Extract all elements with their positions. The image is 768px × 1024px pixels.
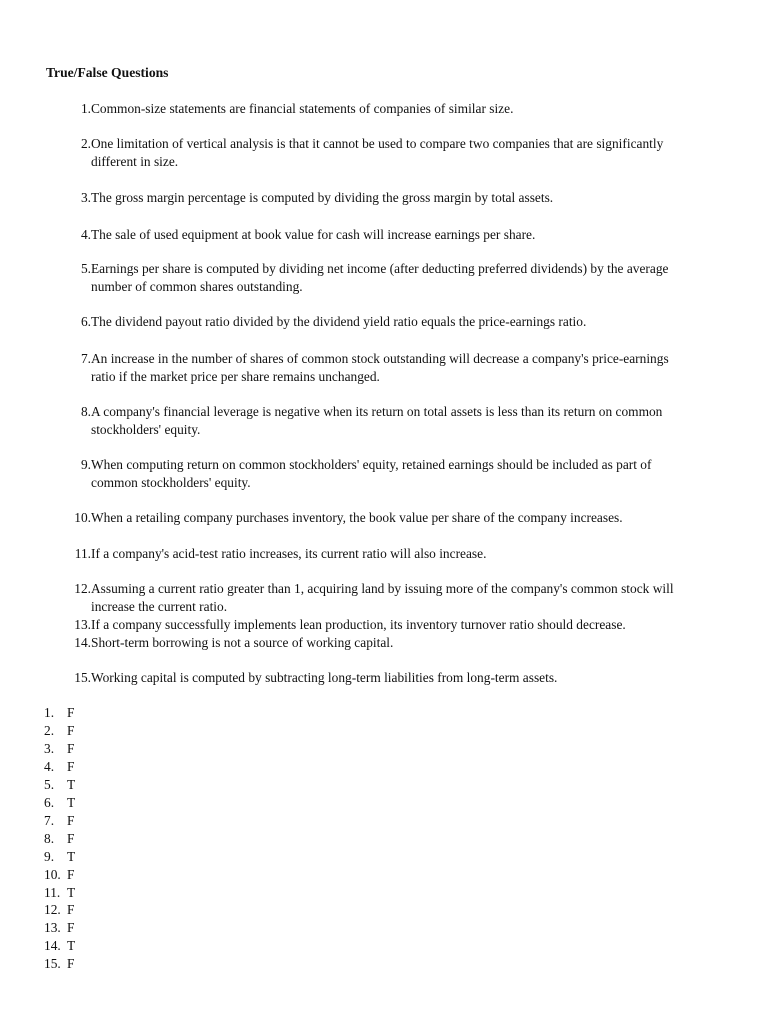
answer-value: F [67, 902, 75, 918]
answer-item [44, 794, 75, 812]
answer-number: 3. [44, 740, 55, 756]
question-text: The dividend payout ratio divided by the dividend yield ratio equals the price-earnings ratio. [91, 314, 587, 329]
question-number: 6. [80, 314, 91, 329]
answer-value: T [67, 776, 76, 792]
answer-value: F [67, 812, 75, 828]
answer-item [44, 704, 75, 722]
question-text: Assuming a current ratio greater than 1, acquiring land by issuing more of the company's common stock will increase the current ratio. [91, 581, 674, 614]
question-item [60, 226, 700, 244]
answer-item [44, 866, 75, 884]
answer-item [44, 812, 75, 830]
question-number: 11. [74, 546, 91, 561]
answer-value: F [67, 920, 75, 936]
question-text: When a retailing company purchases inventory, the book value per share of the company increases. [91, 510, 623, 525]
question-number: 4. [80, 227, 91, 242]
answer-value: T [67, 884, 76, 900]
answer-number: 7. [44, 812, 55, 828]
answer-number: 6. [44, 794, 55, 810]
answer-number: 5. [44, 776, 55, 792]
answer-number: 2. [44, 722, 55, 738]
question-item [60, 350, 700, 386]
answer-item [44, 937, 75, 955]
answer-number: 1. [44, 705, 55, 720]
answer-item [44, 830, 75, 848]
answer-value: F [67, 705, 75, 720]
question-item [60, 580, 700, 616]
answer-item [44, 740, 75, 758]
question-item [60, 403, 700, 439]
question-text: Short-term borrowing is not a source of working capital. [91, 635, 394, 650]
question-text: If a company's acid-test ratio increases, its current ratio will also increase. [91, 546, 487, 561]
question-item [60, 634, 700, 652]
question-number: 2. [80, 136, 91, 151]
answer-number: 12. [44, 902, 61, 918]
question-item [60, 135, 700, 171]
question-number: 1. [80, 101, 91, 116]
answer-number: 11. [44, 884, 61, 900]
answer-value: F [67, 830, 75, 846]
answer-number: 4. [44, 758, 55, 774]
answer-value: T [67, 848, 76, 864]
answer-value: F [67, 722, 75, 738]
answer-number: 13. [44, 920, 61, 936]
question-item [60, 313, 700, 331]
question-text: An increase in the number of shares of common stock outstanding will decrease a company's price-earnings ratio if the market price per share remains unchanged. [91, 351, 669, 384]
question-text: When computing return on common stockholders' equity, retained earnings should be included as part of common stockholders' equity. [91, 457, 652, 490]
answer-item [44, 884, 75, 902]
question-number: 10. [74, 510, 91, 525]
question-number: 14. [74, 635, 91, 650]
answer-key [44, 704, 75, 973]
question-number: 13. [74, 617, 91, 632]
answer-value: F [67, 866, 75, 882]
answer-value: F [67, 758, 75, 774]
answer-value: T [67, 938, 76, 954]
question-item [60, 260, 700, 296]
question-number: 9. [80, 457, 91, 472]
answer-item [44, 955, 75, 973]
answer-value: F [67, 740, 75, 756]
answer-number: 10. [44, 866, 61, 882]
question-text: Earnings per share is computed by dividing net income (after deducting preferred dividends) by the average number of common shares outstanding. [91, 261, 669, 294]
question-item [60, 100, 700, 118]
question-text: The gross margin percentage is computed by dividing the gross margin by total assets. [91, 190, 554, 205]
question-text: The sale of used equipment at book value for cash will increase earnings per share. [91, 227, 536, 242]
answer-item [44, 848, 75, 866]
question-item [60, 545, 700, 563]
question-number: 15. [74, 670, 91, 685]
answer-value: F [67, 956, 75, 972]
answer-item [44, 722, 75, 740]
question-number: 3. [80, 190, 91, 205]
question-item [60, 456, 700, 492]
answer-item [44, 901, 75, 919]
question-item [60, 669, 700, 687]
question-item [60, 189, 700, 207]
answer-number: 15. [44, 956, 61, 972]
answer-item [44, 919, 75, 937]
page-title: True/False Questions [46, 65, 169, 80]
question-text: Working capital is computed by subtracting long-term liabilities from long-term assets. [91, 670, 558, 685]
question-text: One limitation of vertical analysis is that it cannot be used to compare two companies that are significantly different in size. [91, 136, 664, 169]
question-number: 5. [80, 261, 91, 276]
answer-number: 9. [44, 848, 55, 864]
answer-item [44, 776, 75, 794]
answer-number: 8. [44, 830, 55, 846]
question-text: Common-size statements are financial statements of companies of similar size. [91, 101, 514, 116]
answer-value: T [67, 794, 76, 810]
question-item [60, 616, 700, 634]
question-item [60, 509, 700, 527]
answer-item [44, 758, 75, 776]
question-text: A company's financial leverage is negative when its return on total assets is less than its return on common stockholders' equity. [91, 404, 663, 437]
question-number: 7. [80, 351, 91, 366]
answer-number: 14. [44, 938, 61, 954]
question-number: 12. [74, 581, 91, 596]
question-text: If a company successfully implements lean production, its inventory turnover ratio should decrease. [91, 617, 626, 632]
question-number: 8. [80, 404, 91, 419]
